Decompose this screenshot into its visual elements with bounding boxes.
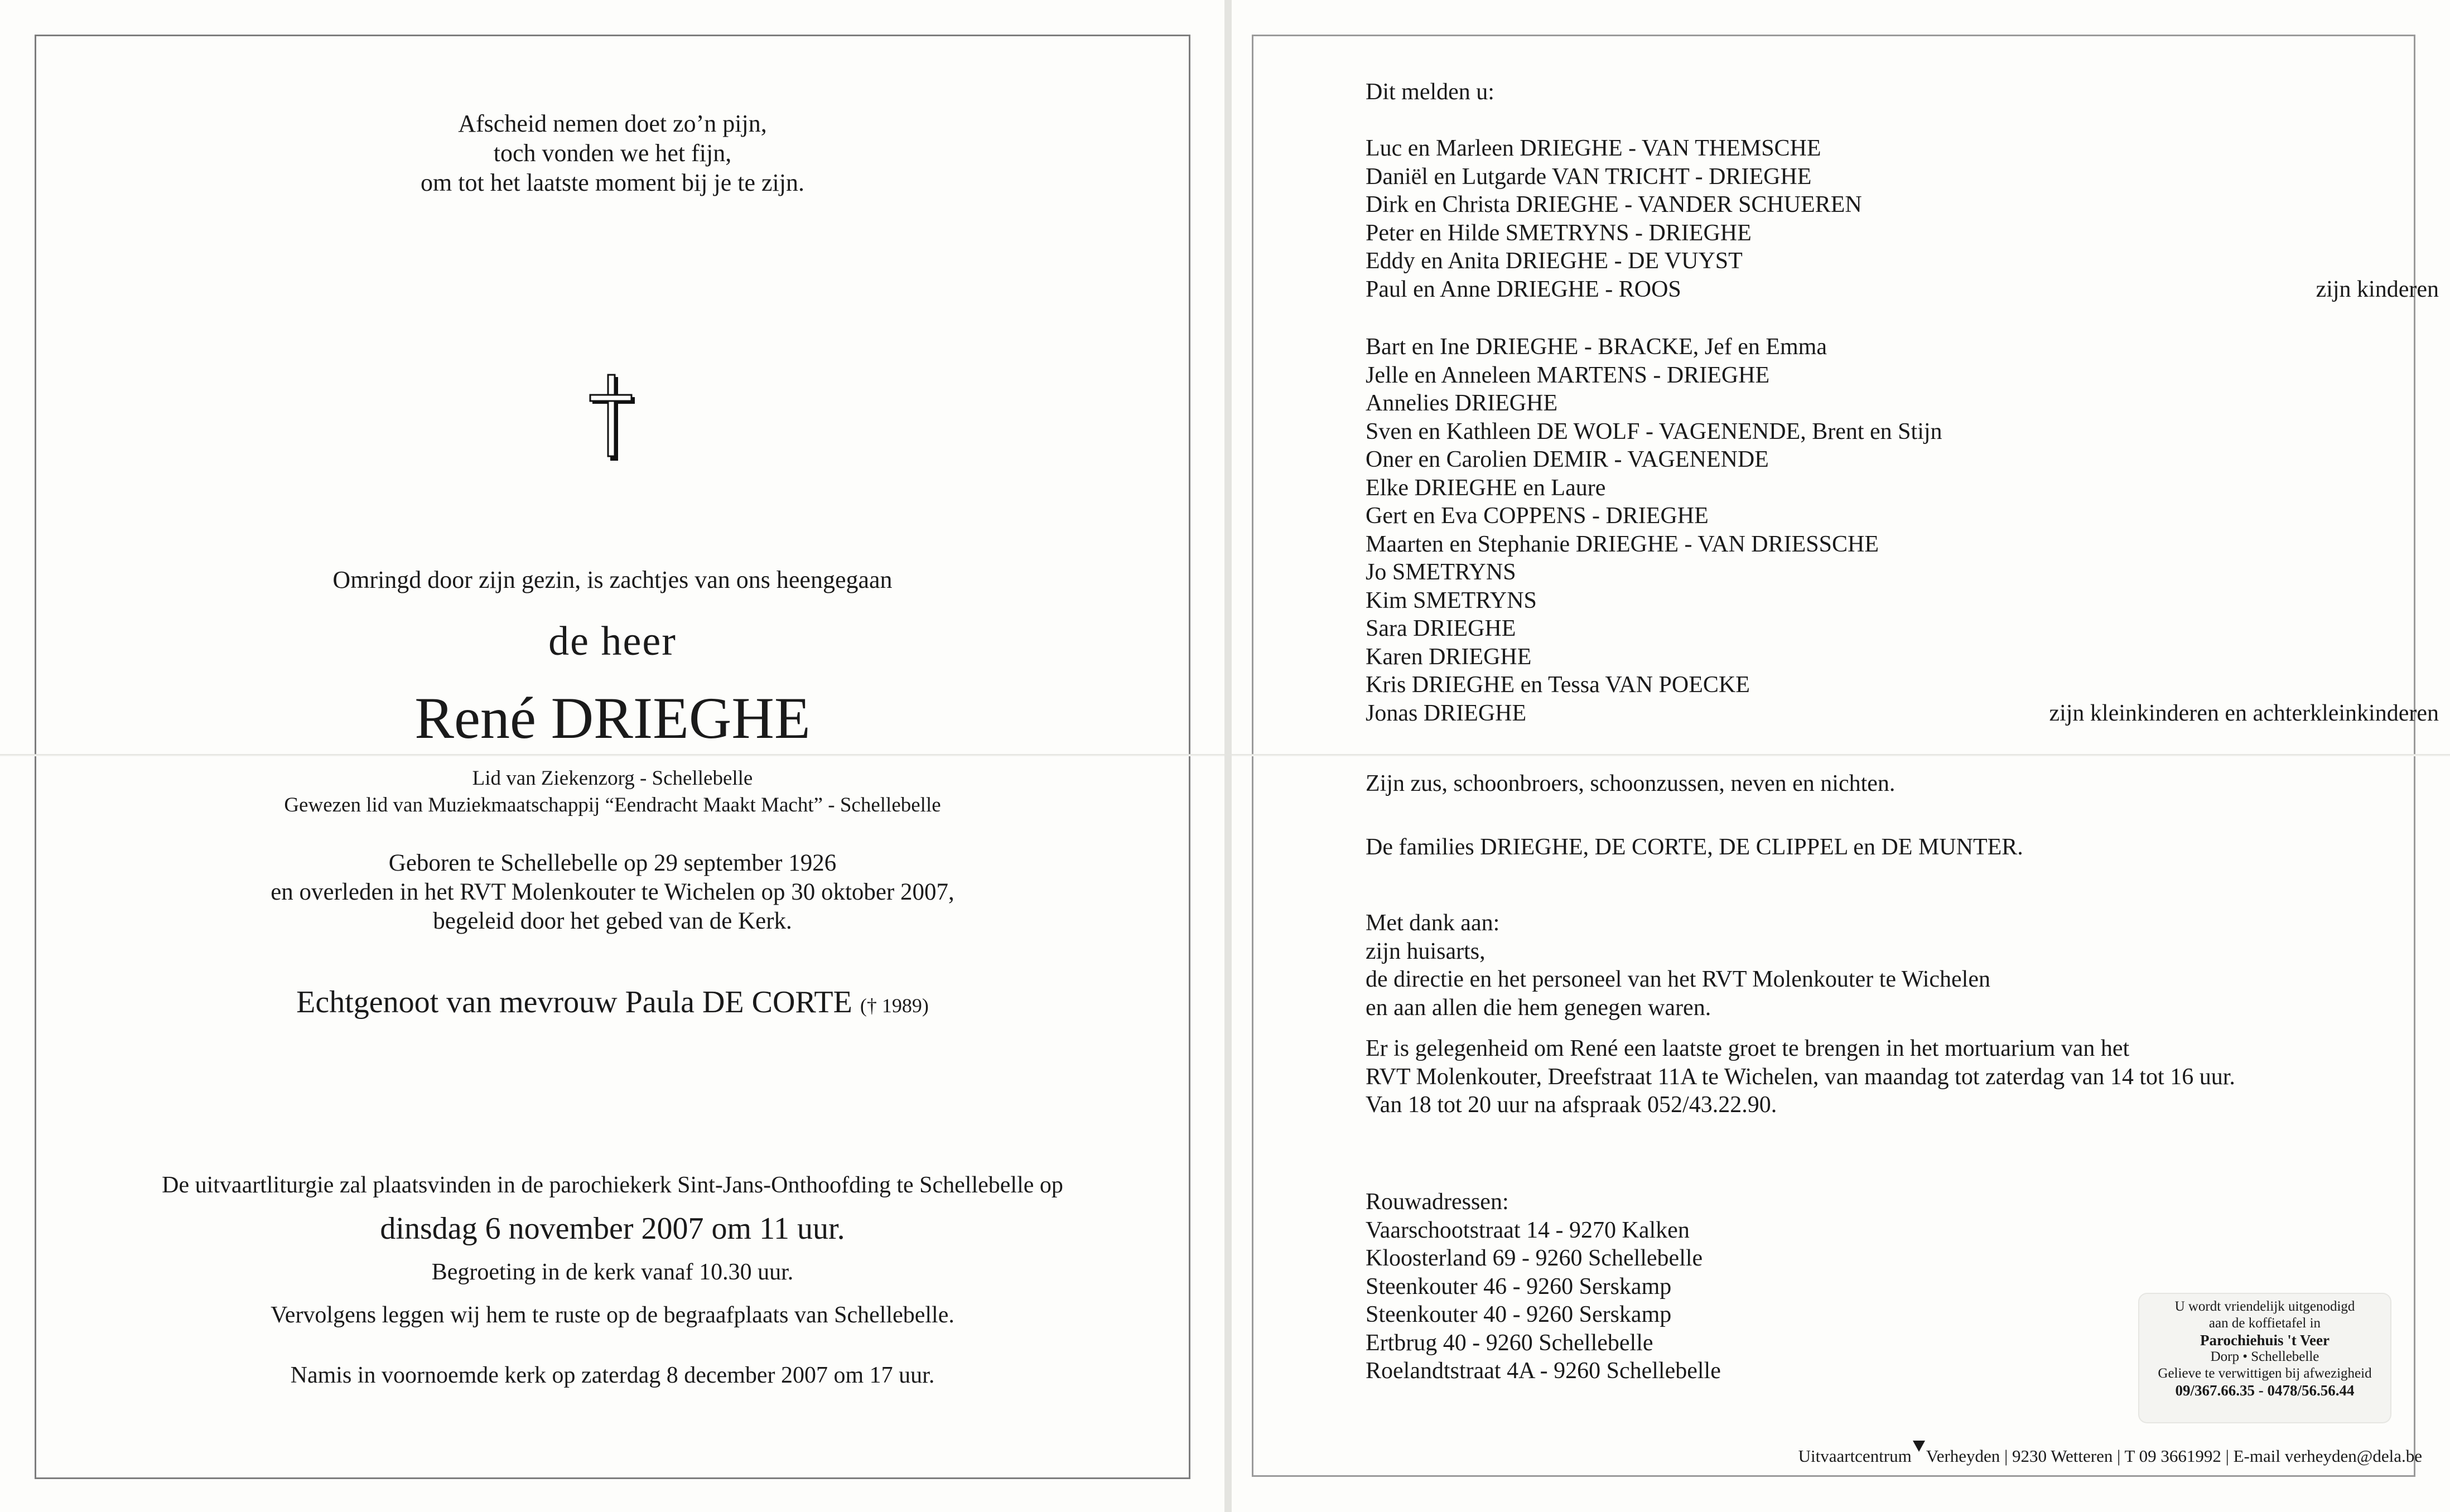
list-item: Jelle en Anneleen MARTENS - DRIEGHE: [1366, 362, 1770, 388]
thanks-line: en aan allen die hem genegen waren.: [1366, 994, 1711, 1021]
cross-icon: [586, 373, 642, 462]
visitation-block: [1366, 1035, 2235, 1119]
list-item: Karen DRIEGHE: [1366, 644, 1532, 670]
poem-line: toch vonden we het fijn,: [493, 139, 732, 167]
list-item: Eddy en Anita DRIEGHE - DE VUYST: [1366, 248, 1743, 274]
page-gutter: [1224, 0, 1232, 1512]
addresses-block: [1366, 1188, 1721, 1385]
honorific: de heer: [548, 619, 677, 664]
visit-line: RVT Molenkouter, Dreefstraat 11A te Wichelen, van maandag tot zaterdag van 14 tot 16 uur.: [1366, 1064, 2235, 1090]
thanks-line: Met dank aan:: [1366, 910, 1500, 936]
service-burial: Vervolgens leggen wij hem te ruste op de begraafplaats van Schellebelle.: [271, 1302, 954, 1328]
visit-line: Van 18 tot 20 uur na afspraak 052/43.22.90.: [1366, 1092, 1777, 1118]
footer-phone: T 09 3661992: [2124, 1446, 2221, 1466]
address-item: Ertbrug 40 - 9260 Schellebelle: [1366, 1330, 1653, 1356]
footer-brand-name: Verheyden: [1926, 1446, 2000, 1466]
list-item: Jonas DRIEGHE zijn kleinkinderen en achterkleinkinderen: [1366, 699, 2439, 728]
birth-death-info: [35, 849, 1190, 936]
list-item: Oner en Carolien DEMIR - VAGENENDE: [1366, 447, 1769, 472]
thanks-block: [1366, 909, 1990, 1022]
list-item: Paul en Anne DRIEGHE - ROOS zijn kinderen: [1366, 276, 2439, 304]
sticker-venue: Parochiehuis 't Veer: [2200, 1332, 2330, 1349]
sticker-line: Dorp • Schellebelle: [2210, 1349, 2319, 1364]
service-greeting: Begroeting in de kerk vanaf 10.30 uur.: [431, 1259, 794, 1285]
list-item: Annelies DRIEGHE: [1366, 390, 1558, 416]
address-item: Steenkouter 40 - 9260 Serskamp: [1366, 1302, 1672, 1327]
thanks-line: de directie en het personeel van het RVT Molenkouter te Wichelen: [1366, 967, 1990, 992]
sticker-line: aan de koffietafel in: [2208, 1316, 2321, 1331]
deceased-name: René DRIEGHE: [414, 685, 811, 751]
list-item: Peter en Hilde SMETRYNS - DRIEGHE: [1366, 220, 1752, 246]
footer-city: 9230 Wetteren: [2012, 1446, 2113, 1466]
church-line: begeleid door het gebed van de Kerk.: [433, 908, 792, 934]
list-item: Maarten en Stephanie DRIEGHE - VAN DRIESSCHE: [1366, 531, 1879, 557]
list-item: Elke DRIEGHE en Laure: [1366, 475, 1606, 501]
sticker-phone: 09/367.66.35 - 0478/56.56.44: [2175, 1382, 2355, 1399]
service-mass: Namis in voornoemde kerk op zaterdag 8 december 2007 om 17 uur.: [290, 1363, 935, 1388]
address-item: Steenkouter 46 - 9260 Serskamp: [1366, 1273, 1672, 1300]
grandchildren-label: zijn kleinkinderen en achterkleinkinderen: [2049, 700, 2439, 726]
list-item: Kim SMETRYNS: [1366, 587, 1537, 614]
service-date: dinsdag 6 november 2007 om 11 uur.: [380, 1211, 845, 1246]
spouse-text: Echtgenoot van mevrouw Paula DE CORTE: [296, 985, 852, 1020]
sticker-line: Gelieve te verwittigen bij afwezigheid: [2158, 1366, 2372, 1381]
membership: [35, 765, 1190, 819]
poem: [35, 109, 1190, 197]
list-item: Sara DRIEGHE: [1366, 616, 1516, 641]
thanks-line: zijn huisarts,: [1366, 938, 1486, 964]
poem-line: om tot het laatste moment bij je te zijn.: [421, 169, 804, 196]
membership-line: Gewezen lid van Muziekmaatschappij “Eendracht Maakt Macht” - Schellebelle: [284, 794, 941, 817]
intro-text: Omringd door zijn gezin, is zachtjes van ons heengegaan: [332, 566, 893, 593]
poem-line: Afscheid nemen doet zo’n pijn,: [458, 110, 767, 137]
service-intro: De uitvaartliturgie zal plaatsvinden in de parochiekerk Sint-Jans-Onthoofding te Schellebelle op: [162, 1172, 1063, 1198]
triangle-logo-icon: [1913, 1441, 1925, 1452]
list-item: Daniël en Lutgarde VAN TRICHT - DRIEGHE: [1366, 163, 1812, 190]
birth-line: Geboren te Schellebelle op 29 september 1926: [388, 850, 837, 876]
sticker-line: U wordt vriendelijk uitgenodigd: [2174, 1299, 2355, 1314]
funeral-home-footer: Uitvaartcentrum Verheyden | 9230 Wetteren | T 09 3661992 | E-mail verheyden@dela.be: [1798, 1441, 2422, 1467]
membership-line: Lid van Ziekenzorg - Schellebelle: [472, 767, 753, 790]
address-item: Kloosterland 69 - 9260 Schellebelle: [1366, 1245, 1703, 1271]
footer-email: E-mail verheyden@dela.be: [2233, 1446, 2422, 1466]
fold-line: [0, 754, 1224, 756]
fold-line: [1232, 754, 2450, 756]
list-item: Luc en Marleen DRIEGHE - VAN THEMSCHE: [1366, 136, 1821, 161]
spouse-note: († 1989): [860, 994, 929, 1017]
left-page: [0, 0, 1224, 1512]
list-item: Kris DRIEGHE en Tessa VAN POECKE: [1366, 672, 1750, 698]
grandchildren-list: [1366, 333, 2439, 727]
list-item: Dirk en Christa DRIEGHE - VANDER SCHUEREN: [1366, 192, 1862, 218]
list-item: Bart en Ine DRIEGHE - BRACKE, Jef en Emma: [1366, 334, 1827, 360]
children-list: [1366, 134, 2439, 303]
coffee-invitation-sticker: [2139, 1294, 2390, 1422]
announcement-intro: Dit melden u:: [1366, 79, 1494, 105]
right-page: [1232, 0, 2450, 1512]
list-item: Gert en Eva COPPENS - DRIEGHE: [1366, 503, 1709, 529]
addresses-title: Rouwadressen:: [1366, 1189, 1509, 1215]
siblings-line: Zijn zus, schoonbroers, schoonzussen, neven en nichten.: [1366, 771, 1896, 796]
visit-line: Er is gelegenheid om René een laatste groet te brengen in het mortuarium van het: [1366, 1036, 2130, 1061]
address-item: Vaarschootstraat 14 - 9270 Kalken: [1366, 1217, 1690, 1243]
families-line: De families DRIEGHE, DE CORTE, DE CLIPPEL en DE MUNTER.: [1366, 834, 2023, 860]
footer-brand: Uitvaartcentrum: [1798, 1446, 1912, 1466]
children-label: zijn kinderen: [2316, 276, 2439, 302]
spouse-line: [35, 983, 1190, 1025]
list-item: Sven en Kathleen DE WOLF - VAGENENDE, Brent en Stijn: [1366, 418, 1942, 445]
death-line: en overleden in het RVT Molenkouter te Wichelen op 30 oktober 2007,: [271, 879, 954, 905]
address-item: Roelandtstraat 4A - 9260 Schellebelle: [1366, 1358, 1721, 1384]
list-item: Jo SMETRYNS: [1366, 559, 1516, 585]
